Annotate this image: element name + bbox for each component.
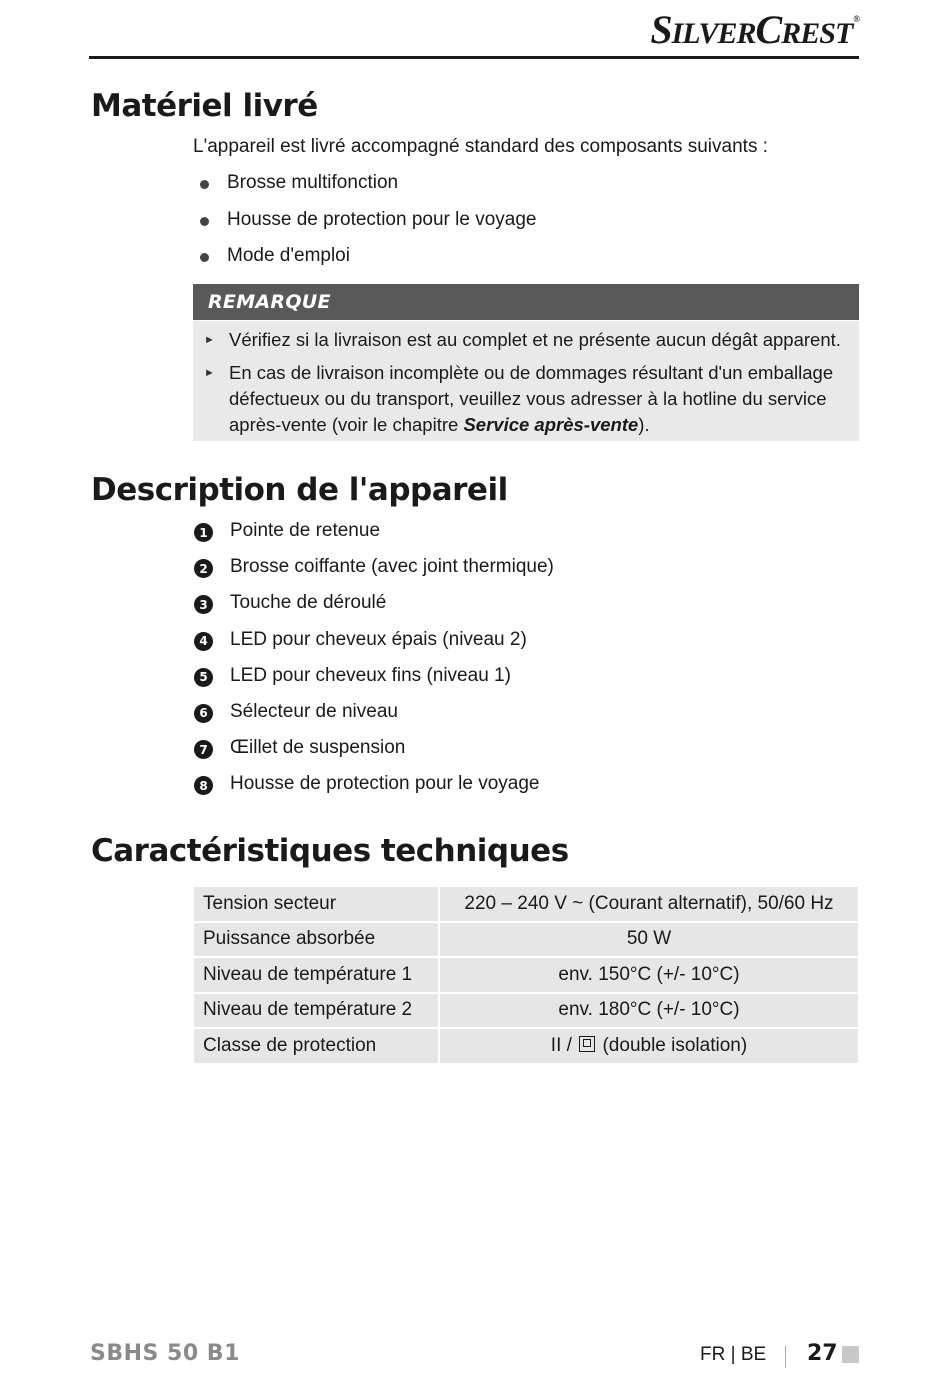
section-title-specs: Caractéristiques techniques — [91, 833, 569, 869]
list-item: Mode d'emploi — [200, 245, 536, 282]
brand-logo: SILVERCREST® — [650, 7, 859, 52]
square-marker-icon — [842, 1346, 859, 1363]
table-row — [194, 923, 858, 957]
spec-value: 50 W — [440, 923, 858, 957]
spec-label: Tension secteur — [194, 887, 440, 921]
spec-label: Niveau de température 2 — [194, 994, 440, 1028]
table-row — [194, 994, 858, 1028]
number-badge: 8 — [194, 776, 213, 795]
number-badge: 5 — [194, 668, 213, 687]
parts-list — [194, 520, 554, 810]
list-item: 3 Touche de déroulé — [194, 592, 554, 628]
double-insulation-icon — [579, 1036, 595, 1052]
number-badge: 7 — [194, 740, 213, 759]
note-item: ► Vérifiez si la livraison est au complet et ne présente aucun dégât apparent. — [204, 327, 849, 353]
footer-divider — [785, 1346, 786, 1368]
spec-label: Classe de protection — [194, 1029, 440, 1063]
section-title-materiel: Matériel livré — [91, 88, 318, 124]
page-number: 27 — [807, 1341, 838, 1366]
footer-language: FR | BE — [700, 1344, 767, 1365]
header-rule — [89, 56, 859, 59]
arrow-right-icon: ► — [204, 334, 215, 346]
spec-value: env. 150°C (+/- 10°C) — [440, 958, 858, 992]
note-heading: REMARQUE — [193, 284, 859, 320]
footer-model: SBHS 50 B1 — [90, 1341, 240, 1366]
list-item: 4 LED pour cheveux épais (niveau 2) — [194, 629, 554, 665]
list-item: 8 Housse de protection pour le voyage — [194, 773, 554, 809]
bullet-icon — [200, 180, 209, 189]
number-badge: 1 — [194, 523, 213, 542]
spec-value: env. 180°C (+/- 10°C) — [440, 994, 858, 1028]
number-badge: 6 — [194, 704, 213, 723]
list-item: 5 LED pour cheveux fins (niveau 1) — [194, 665, 554, 701]
spec-value: II / (double isolation) — [440, 1029, 858, 1063]
note-box — [193, 321, 859, 441]
table-row — [194, 1029, 858, 1063]
chapter-reference: Service après-vente — [463, 414, 639, 435]
list-item: 1 Pointe de retenue — [194, 520, 554, 556]
list-item: Brosse multifonction — [200, 172, 536, 209]
list-item: 2 Brosse coiffante (avec joint thermique) — [194, 556, 554, 592]
number-badge: 2 — [194, 559, 213, 578]
section-title-description: Description de l'appareil — [91, 472, 508, 508]
number-badge: 4 — [194, 632, 213, 651]
specs-table — [194, 885, 858, 1065]
bullet-icon — [200, 253, 209, 262]
delivery-list — [200, 172, 536, 282]
note-item: ► En cas de livraison incomplète ou de dommages résultant d'un emballage défectueux ou du transport, veuillez vous adresser à la hotline du service après-vente (voir le chapitre Service après-vente). — [204, 360, 849, 438]
spec-label: Puissance absorbée — [194, 923, 440, 957]
spec-value: 220 – 240 V ~ (Courant alternatif), 50/60 Hz — [440, 887, 858, 921]
list-item: 6 Sélecteur de niveau — [194, 701, 554, 737]
arrow-right-icon: ► — [204, 367, 215, 379]
table-row — [194, 958, 858, 992]
bullet-icon — [200, 217, 209, 226]
list-item: Housse de protection pour le voyage — [200, 209, 536, 246]
number-badge: 3 — [194, 595, 213, 614]
table-row — [194, 887, 858, 921]
intro-text: L'appareil est livré accompagné standard des composants suivants : — [193, 136, 769, 157]
list-item: 7 Œillet de suspension — [194, 737, 554, 773]
spec-label: Niveau de température 1 — [194, 958, 440, 992]
